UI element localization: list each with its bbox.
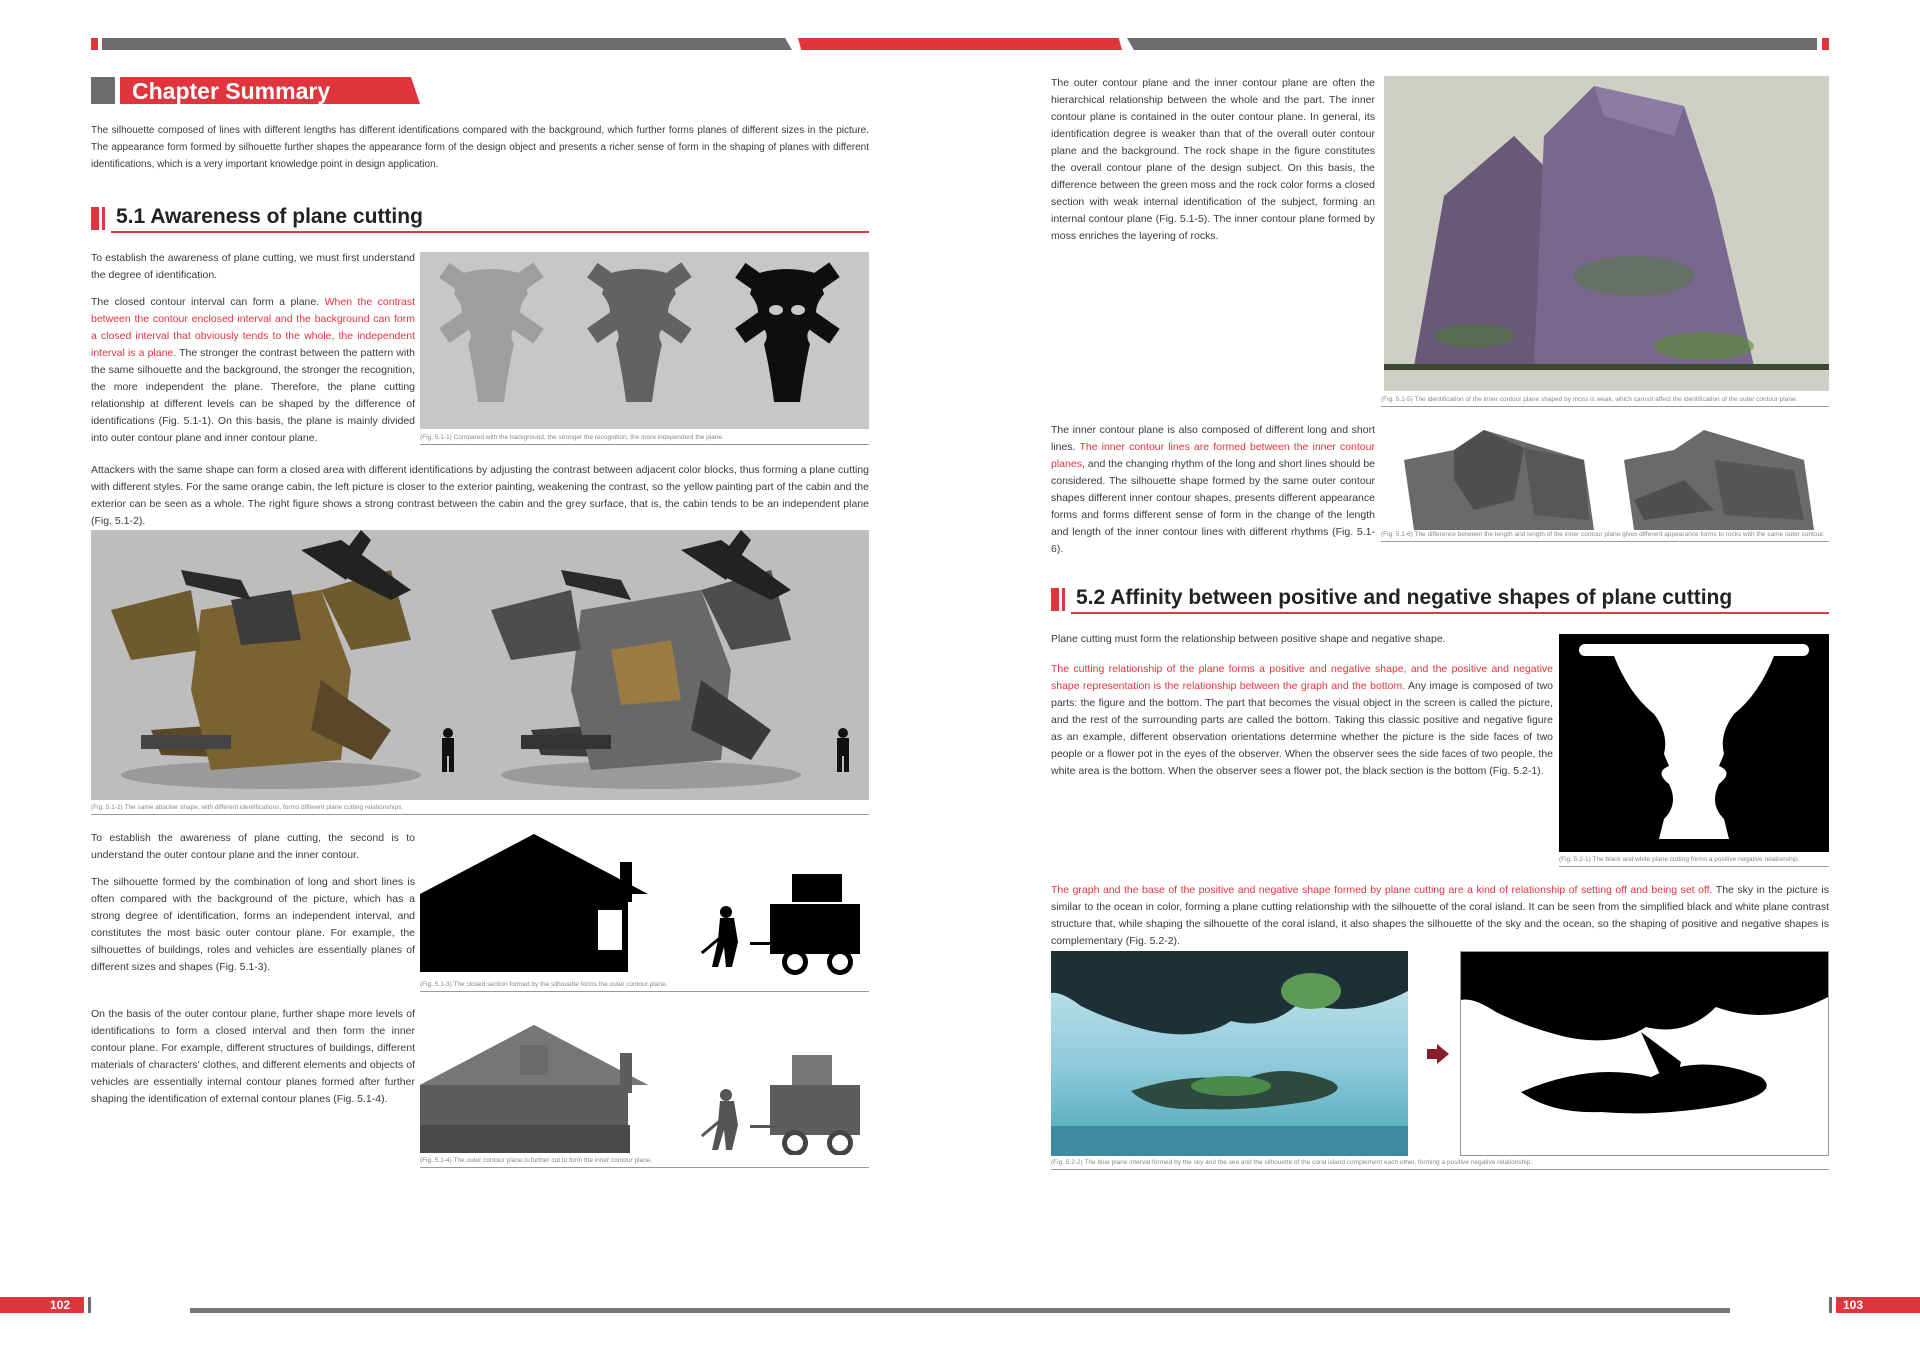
s2-p2-text: Any image is composed of two parts: the figure and the bottom. The part that becomes the visual object in the screen is called the picture, and the rest of the surrounding parts are called the bottom. Taking this classic positive and negative figure as an example, different observation orientations determine whether the picture is the side faces of two people or a flower pot in the eyes of the observer. When the observer sees the side faces of two people, the white area is the bottom. When the observer sees a flower pot, the black section is the bottom (Fig. 5.2-1). <box>1051 680 1553 777</box>
caption-fig-5-1-6: (Fig. 5.1-6) The difference between the length and length of the inner contour plane gives different appearance forms to rocks with the same outer contour. <box>1381 530 1829 542</box>
figure-5-1-1 <box>420 252 869 429</box>
page-number-right: 103 <box>1843 1298 1864 1312</box>
caption-fig-5-2-1: (Fig. 5.2-1) The black and white plane cutting forms a positive negative relationship. <box>1559 855 1829 867</box>
caption-fig-5-1-2: (Fig. 5.1-2) The same attacker shape, with different identifications, forms different plane cutting relationships. <box>91 803 869 815</box>
skull-icon-mid <box>587 262 692 402</box>
s1-p2-text-b: The stronger the contrast between the pattern with the same silhouette and the background, the stronger the recognition, the more independent the plane. Therefore, the plane cutting relationship at different levels can be shaped by the difference of identifications (Fig. 5.1-1). On this basis, the plane is mainly divided into outer contour plane and inner contour plane. <box>91 347 415 444</box>
rock-inner-contour-graphic <box>1384 420 1829 530</box>
s2-paragraph-2 <box>1051 661 1553 780</box>
coral-island-bw-graphic <box>1461 952 1828 1155</box>
caption-fig-5-1-1: (Fig. 5.1-1) Compared with the background, the stronger the recognition, the more independent the plane. <box>420 433 869 445</box>
skull-icon-dark <box>735 262 840 402</box>
section-5-2-header <box>1051 586 1829 614</box>
s2-paragraph-3 <box>1051 882 1829 950</box>
arrow-right-graphic <box>1427 1044 1449 1064</box>
page-number-left: 102 <box>50 1298 71 1312</box>
figure-5-1-2 <box>91 530 869 800</box>
skull-icons-graphic <box>420 252 869 429</box>
s2-p3-text: The sky in the picture is similar to the ocean in color, forming a plane cutting relationship with the silhouette of the coral island. It can be seen from the simplified black and white plane contrast structure that, while shaping the silhouette of the coral island, it also shapes the silhouette of the sky and the ocean, so the shaping of positive and negative shapes is complementary (Fig. 5.2-2). <box>1051 884 1829 947</box>
caption-fig-5-1-4: (Fig. 5.1-4) The outer contour plane is further cut to form the inner contour plane. <box>420 1156 869 1168</box>
chapter-heading-gray-block <box>91 77 115 104</box>
section-marker-thin <box>102 207 105 230</box>
section-underline <box>111 231 869 233</box>
right-p2-highlight: The inner contour lines are formed between the inner contour planes <box>1051 441 1375 470</box>
right-paragraph-1: The outer contour plane and the inner contour plane are often the hierarchical relationship between the whole and the part. The inner contour plane is contained in the outer contour plane. In general, its identification degree is weaker than that of the overall outer contour plane and the background. The rock shape in the figure constitutes the overall contour plane of the design subject. On this basis, the difference between the green moss and the rock color forms a closed section with weak internal identification of the subject, forming an internal contour plane (Fig. 5.1-5). The inner contour plane formed by moss enriches the layering of rocks. <box>1051 77 1375 242</box>
pilot-figure-right <box>837 728 849 772</box>
outer-contour-silhouettes <box>420 832 869 980</box>
s2-p3-highlight: The graph and the base of the positive and negative shape formed by plane cutting are a kind of relationship of setting off and being set off. <box>1051 884 1713 896</box>
top-bar-left <box>102 38 792 50</box>
caption-fig-5-1-3: (Fig. 5.1-3) The closed section formed by the silhouette forms the outer contour plane. <box>420 980 869 992</box>
chapter-heading <box>91 77 431 104</box>
figure-5-2-2-bw <box>1460 951 1829 1156</box>
arrow-right-icon <box>1427 1044 1449 1064</box>
section-5-2-title: 5.2 Affinity between positive and negative shapes of plane cutting <box>1076 586 1733 609</box>
s1-paragraph-4: To establish the awareness of plane cutting, the second is to understand the outer contour plane and the inner contour. <box>91 832 415 861</box>
figure-5-1-4 <box>420 1015 869 1155</box>
footer-page-left <box>0 1297 84 1313</box>
figure-5-2-1 <box>1559 634 1829 852</box>
s1-paragraph-2 <box>91 294 415 447</box>
section-marker-thin <box>1062 588 1065 611</box>
pilot-figure-left <box>442 728 454 772</box>
inner-contour-silhouettes <box>420 1015 869 1155</box>
top-accent-right <box>1822 38 1829 50</box>
mech-right <box>491 530 791 770</box>
section-marker <box>1051 588 1059 611</box>
section-underline <box>1071 612 1829 614</box>
skull-icon-light <box>439 262 544 402</box>
s2-p2-highlight: The cutting relationship of the plane forms a positive and negative shape, and the positive and negative shape representation is the relationship between the graph and the bottom. <box>1051 663 1553 692</box>
mossy-rocks-graphic <box>1384 76 1829 391</box>
figure-5-1-5 <box>1384 76 1829 391</box>
vase-faces-graphic <box>1559 634 1829 852</box>
attacker-mech-graphic <box>91 530 869 800</box>
s1-paragraph-5: The silhouette formed by the combination of long and short lines is often compared with the background of the picture, which has a strong degree of identification, forms an independent interval, and constitutes the most basic outer contour plane. For example, the silhouettes of buildings, roles and vehicles are essentially planes of different sizes and shapes (Fig. 5.1-3). <box>91 876 415 973</box>
top-bar-right <box>1127 38 1817 50</box>
figure-5-2-2-painting <box>1051 951 1408 1156</box>
character-silhouette <box>701 906 738 967</box>
figure-5-1-3 <box>420 832 869 980</box>
top-accent-left <box>91 38 98 50</box>
s1-p2-text-a: The closed contour interval can form a plane. <box>91 296 325 308</box>
caption-fig-5-2-2: (Fig. 5.2-2) The blue plane interval formed by the sky and the sea and the silhouette of the coral island complement each other, forming a positive negative relationship. <box>1051 1158 1829 1170</box>
s2-paragraph-1: Plane cutting must form the relationship between positive shape and negative shape. <box>1051 633 1446 645</box>
cart-silhouette <box>750 874 860 954</box>
right-p2-text-b: , and the changing rhythm of the long and short lines should be considered. The silhouette shape formed by the same outer contour shapes different inner contour shapes, presents different appearance forms and forms different sense of form in the change of the length and length of the inner contour lines with different rhythms (Fig. 5.1-6). <box>1051 458 1375 555</box>
footer-tick-right <box>1829 1297 1832 1313</box>
figure-5-1-6 <box>1384 420 1829 530</box>
character-silhouette-2 <box>701 1089 738 1150</box>
mech-left <box>111 530 411 770</box>
footer-tick-left <box>88 1297 91 1313</box>
s1-p2-highlight: When the contrast between the contour enclosed interval and the background can form a closed interval that obviously tends to the whole, the independent interval is a plane. <box>91 296 416 359</box>
section-5-1-header <box>91 205 869 233</box>
coral-island-painting <box>1051 951 1408 1156</box>
right-paragraph-2 <box>1051 422 1375 558</box>
chapter-intro: The silhouette composed of lines with different lengths has different identifications compared with the background, which further forms planes of different sizes in the picture. The appearance form formed by silhouette further shapes the appearance form of the design object and presents a richer sense of form in the shaping of planes with different identifications, which is a very important knowledge point in design application. <box>91 125 869 170</box>
caption-fig-5-1-5: (Fig. 5.1-5) The identification of the inner contour plane shaped by moss is weak, which cannot affect the identification of the outer contour plane. <box>1381 395 1829 407</box>
right-p2-text-a: The inner contour plane is also composed of different long and short lines. <box>1051 424 1375 453</box>
s1-paragraph-1: To establish the awareness of plane cutting, we must first understand the degree of identification. <box>91 252 415 281</box>
footer-bar <box>190 1308 1730 1313</box>
section-5-1-title: 5.1 Awareness of plane cutting <box>116 205 423 228</box>
s1-paragraph-6: On the basis of the outer contour plane, further shape more levels of identifications to form a closed interval and then form the inner contour plane. For example, different structures of buildings, different materials of characters' clothes, and different elements and objects of vehicles are essentially internal contour planes formed after further shaping the identification of external contour planes (Fig. 5.1-4). <box>91 1008 415 1105</box>
cart-silhouette-2 <box>750 1055 860 1135</box>
top-bar-center-red <box>798 38 1122 50</box>
s1-paragraph-3: Attackers with the same shape can form a closed area with different identifications by adjusting the contrast between adjacent color blocks, thus forming a plane cutting with different styles. For the same orange cabin, the left picture is closer to the exterior painting, weakening the contrast, so the yellow painting part of the cabin and the exterior can be seen as a whole. The right figure shows a strong contrast between the cabin and the grey surface, that is, the cabin tends to be an independent plane (Fig. 5.1-2). <box>91 464 869 527</box>
section-marker <box>91 207 99 230</box>
chapter-title: Chapter Summary <box>132 78 331 104</box>
